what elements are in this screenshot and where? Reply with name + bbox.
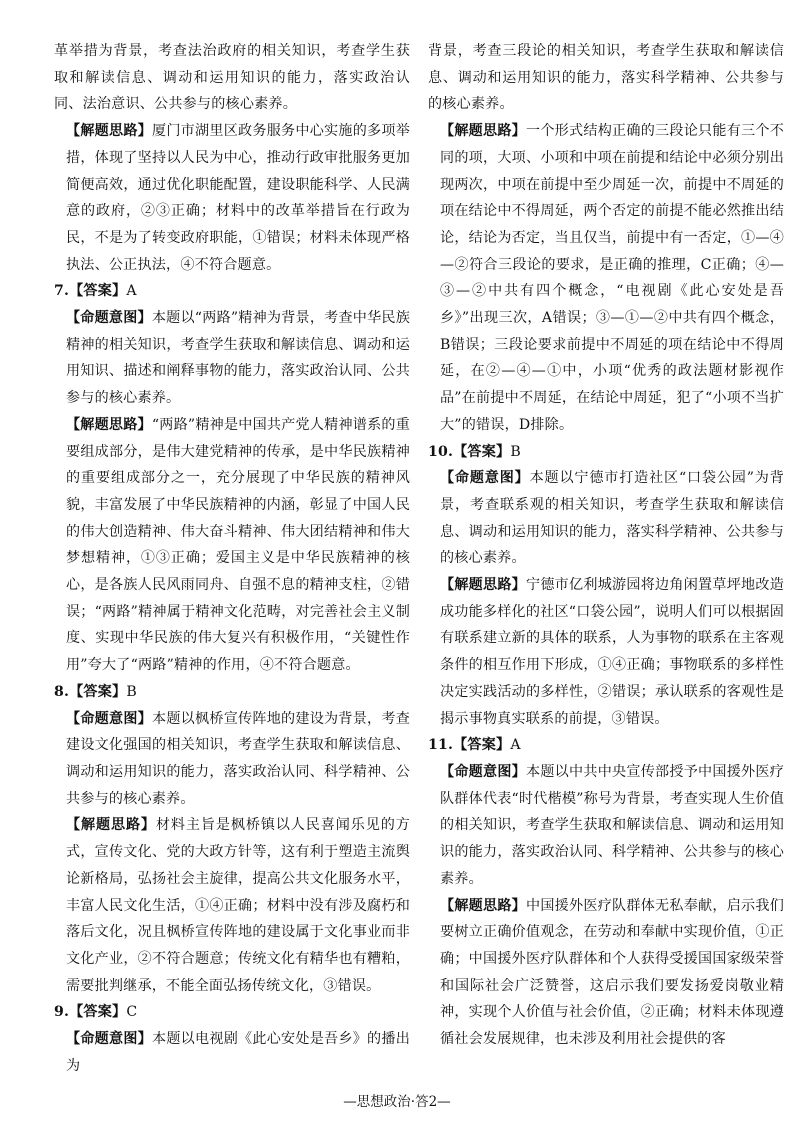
explanation-paragraph: [54, 1026, 410, 1079]
answer-value: B: [126, 683, 137, 700]
section-tag: 【解题思路】: [440, 897, 527, 914]
paragraph-text: 宁德市亿利城游园将边角闲置草坪地改造成功能多样化的社区“口袋公园”，说明人们可以根据固有联系建立新的具体的联系，人为事物的联系在主客观条件的相互作用下形成，①④正确；事物联系的多样性决定实践活动的多样性，②错误；承认联系的客观性是揭示事物真实联系的前提，③错误。: [440, 577, 784, 727]
paragraph-text: 本题以“两路”精神为背景，考查中华民族精神的相关知识，考查学生获取和解读信息、调动和运用知识、描述和阐释事物的能力，落实政治认同、公共参与的核心素养。: [66, 310, 410, 407]
section-tag: 【命题意图】: [440, 470, 530, 487]
section-tag: 【解题思路】: [66, 817, 156, 834]
section-tag: 【命题意图】: [440, 763, 527, 780]
explanation-paragraph: [428, 893, 784, 1053]
explanation-paragraph: [54, 412, 410, 679]
question-number: 9.: [54, 1004, 70, 1021]
explanation-paragraph: [54, 812, 410, 999]
paragraph-text: 中国援外医疗队群体无私奉献，启示我们要树立正确价值观念，在劳动和奉献中实现价值，①正确；中国援外医疗队群体和个人获得受援国国家级荣誉和国际社会广泛赞誉，这启示我们要发扬爱岗敬业精神，实现个人价值与社会价值，②正确；材料未体现遵循社会发展规律，也未涉及利用社会提供的客: [440, 897, 784, 1048]
explanation-paragraph: [54, 118, 410, 278]
question-number: 11.: [428, 737, 454, 754]
section-tag: 【解题思路】: [66, 416, 152, 433]
answer-line: [428, 439, 784, 466]
section-tag: 【命题意图】: [66, 1031, 153, 1048]
paragraph-text: 本题以枫桥宣传阵地的建设为背景，考查建设文化强国的相关知识，考查学生获取和解读信息、调动和运用知识的能力，落实政治认同、科学精神、公共参与的核心素养。: [66, 710, 410, 807]
answer-tag: 【答案】: [453, 737, 511, 754]
explanation-paragraph: [428, 759, 784, 893]
paragraph: 革举措为背景，考查法治政府的相关知识，考查学生获取和解读信息、调动和运用知识的能力，落实政治认同、法治意识、公共参与的核心素养。: [54, 43, 410, 113]
explanation-paragraph: [428, 465, 784, 572]
paragraph-text: “两路”精神是中国共产党人精神谱系的重要组成部分，是伟大建党精神的传承，是中华民族精神的重要组成部分之一，充分展现了中华民族的精神风貌，丰富发展了中华民族精神的内涵，彰显了中国人民的伟大创造精神、伟大奋斗精神、伟大团结精神和伟大梦想精神，①③正确；爱国主义是中华民族精神的核心，是各族人民风雨同舟、自强不息的精神支柱，②错误；“两路”精神属于精神文化范畴，对完善社会主义制度、实现中华民族的伟大复兴有积极作用，“关键性作用”夸大了“两路”精神的作用，④不符合题意。: [66, 416, 410, 674]
section-tag: 【解题思路】: [440, 123, 527, 140]
answer-value: A: [510, 737, 521, 754]
answer-line: [428, 732, 784, 759]
question-number: 8.: [54, 683, 70, 700]
answer-tag: 【答案】: [453, 443, 511, 460]
answer-value: C: [126, 1004, 138, 1021]
section-tag: 【命题意图】: [66, 310, 152, 327]
answer-tag: 【答案】: [69, 1004, 127, 1021]
explanation-paragraph: [54, 305, 410, 412]
paragraph-text: 厦门市湖里区政务服务中心实施的多项举措，体现了坚持以人民为中心，推动行政审批服务更加简便高效，通过优化职能配置，建设职能科学、人民满意的政府，②③正确；材料中的改革举措旨在行政为民，不是为了转变政府职能，①错误；材料未体现严格执法、公正执法，④不符合题意。: [66, 123, 410, 273]
explanation-paragraph: [428, 572, 784, 732]
answer-line: [54, 999, 410, 1026]
question-number: 10.: [428, 443, 454, 460]
answer-tag: 【答案】: [69, 683, 127, 700]
explanation-paragraph: [428, 118, 784, 438]
section-tag: 【解题思路】: [440, 577, 527, 594]
paragraph: 背景，考查三段论的相关知识，考查学生获取和解读信息、调动和运用知识的能力，落实科学精神、公共参与的核心素养。: [428, 43, 784, 113]
answer-value: A: [126, 283, 137, 300]
answer-line: [54, 278, 410, 305]
paragraph-text: 本题以宁德市打造社区“口袋公园”为背景，考查联系观的相关知识，考查学生获取和解读信息、调动和运用知识的能力，落实科学精神、公共参与的核心素养。: [440, 470, 784, 567]
paragraph-text: 一个形式结构正确的三段论只能有三个不同的项，大项、小项和中项在前提和结论中必须分别出现两次，中项在前提中至少周延一次，前提中不周延的项在结论中不得周延，两个否定的前提不能必然推出结论，结论为否定，当且仅当，前提中有一否定，①—④—②符合三段论的要求，是正确的推理，C正确；④—③—②中共有四个概念，“电视剧《此心安处是吾乡》”出现三次，A错误；③—①—②中共有四个概念，B错误；三段论要求前提中不周延的项在结论中不得周延，在②—④—①中，小项“优秀的政法题材影视作品”在前提中不周延，在结论中周延，犯了“小项不当扩大”的错误，D排除。: [440, 123, 784, 433]
question-number: 7.: [54, 283, 70, 300]
page-footer: —思想政治·答2—: [343, 1094, 451, 1110]
explanation-paragraph: [54, 706, 410, 813]
answer-value: B: [510, 443, 521, 460]
paragraph-text: 本题以中共中央宣传部授予中国援外医疗队群体代表“时代楷模”称号为背景，考查实现人生价值的相关知识，考查学生获取和解读信息、调动和运用知识的能力，落实政治认同、科学精神、公共参与的核心素养。: [440, 763, 784, 887]
section-tag: 【解题思路】: [66, 123, 153, 140]
left-column: [54, 38, 410, 1079]
answer-line: [54, 679, 410, 706]
answer-tag: 【答案】: [69, 283, 127, 300]
section-tag: 【命题意图】: [66, 710, 153, 727]
paragraph-text: 本题以电视剧《此心安处是吾乡》的播出为: [66, 1031, 410, 1074]
right-column: [428, 38, 784, 1053]
paragraph-text: 材料主旨是枫桥镇以人民喜闻乐见的方式，宣传文化、党的大政方针等，这有利于塑造主流舆论新格局，弘扬社会主旋律，提高公共文化服务水平，丰富人民文化生活，①④正确；材料中没有涉及腐朽和落后文化，况且枫桥宣传阵地的建设属于文化事业而非文化产业，②不符合题意；传统文化有精华也有糟粕，需要批判继承，不能全面弘扬传统文化，③错误。: [66, 817, 410, 994]
